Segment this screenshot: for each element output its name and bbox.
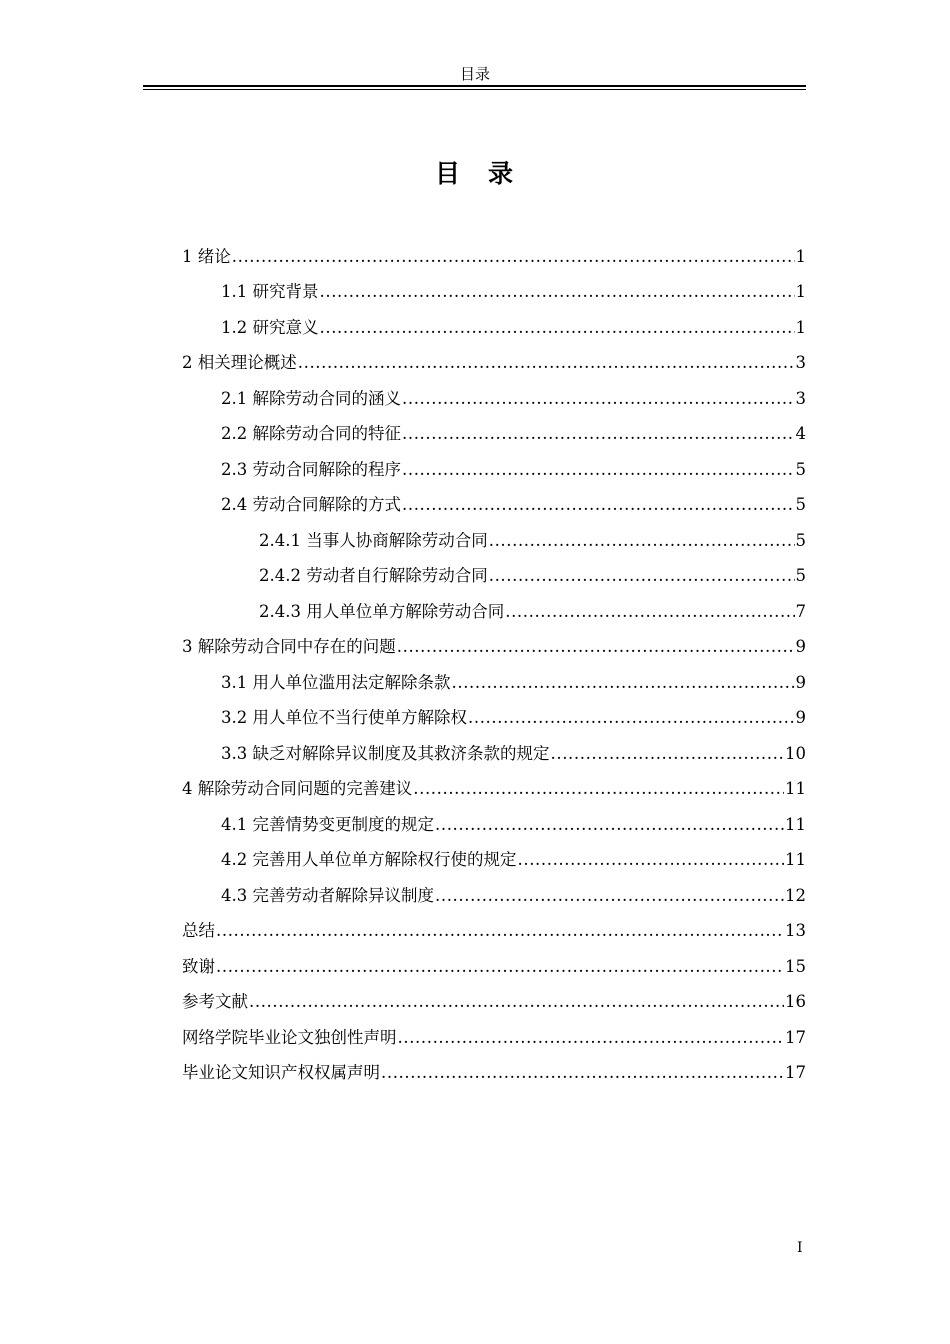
toc-dot-leader bbox=[402, 388, 795, 410]
toc-entry-page: 9 bbox=[795, 637, 806, 656]
toc-entry[interactable] bbox=[182, 232, 806, 268]
toc-entry[interactable] bbox=[182, 978, 806, 1014]
toc-entry-number: 1.1 bbox=[221, 282, 248, 301]
toc-entry-page: 5 bbox=[795, 566, 806, 585]
toc-entry-number: 2.3 bbox=[221, 459, 248, 479]
toc-entry[interactable] bbox=[182, 481, 806, 517]
toc-entry[interactable] bbox=[182, 445, 806, 481]
toc-entry-page: 11 bbox=[785, 850, 806, 869]
toc-entry-number: 2 bbox=[182, 353, 193, 372]
toc-entry-label: 缺乏对解除异议制度及其救济条款的规定 bbox=[252, 743, 550, 763]
toc-entry-page: 16 bbox=[785, 992, 806, 1011]
toc-entry[interactable] bbox=[182, 374, 806, 410]
toc-dot-leader bbox=[413, 778, 784, 800]
toc-entry[interactable] bbox=[182, 907, 806, 943]
page-title-char-2: 录 bbox=[488, 159, 516, 188]
toc-entry-number: 3.2 bbox=[221, 708, 248, 727]
toc-entry[interactable] bbox=[182, 1049, 806, 1085]
toc-entry-label: 解除劳动合同问题的完善建议 bbox=[197, 779, 413, 798]
toc-entry-number: 4.3 bbox=[221, 885, 248, 905]
toc-dot-leader bbox=[452, 672, 795, 694]
header-rule-thin bbox=[143, 89, 806, 90]
toc-entry-label: 用人单位不当行使单方解除权 bbox=[252, 708, 467, 727]
toc-entry-page: 1 bbox=[795, 317, 806, 337]
toc-entry-number: 2.1 bbox=[221, 388, 248, 408]
toc-dot-leader bbox=[435, 885, 784, 907]
page-title bbox=[0, 156, 950, 192]
toc-entry-label: 完善劳动者解除异议制度 bbox=[252, 885, 434, 905]
toc-dot-leader bbox=[505, 601, 794, 623]
toc-entry-number: 4.2 bbox=[221, 850, 248, 869]
toc-entry-label: 解除劳动合同的涵义 bbox=[252, 388, 401, 408]
toc-entry-page: 3 bbox=[795, 388, 806, 408]
toc-entry[interactable] bbox=[182, 729, 806, 765]
page-number: I bbox=[797, 1240, 803, 1256]
toc-entry[interactable] bbox=[182, 871, 806, 907]
running-header: 目录 bbox=[459, 65, 490, 83]
toc-dot-leader bbox=[249, 991, 784, 1013]
toc-entry-number: 4 bbox=[182, 779, 193, 798]
toc-dot-leader bbox=[402, 423, 795, 445]
toc-entry-label: 劳动合同解除的方式 bbox=[252, 495, 401, 514]
toc-entry[interactable] bbox=[182, 800, 806, 836]
toc-entry-label: 劳动者自行解除劳动合同 bbox=[306, 566, 488, 585]
toc-entry-label: 完善用人单位单方解除权行使的规定 bbox=[252, 850, 517, 869]
toc-dot-leader bbox=[216, 920, 784, 942]
toc-dot-leader bbox=[402, 459, 795, 481]
toc-dot-leader bbox=[298, 352, 795, 374]
toc-entry-label: 完善情势变更制度的规定 bbox=[252, 814, 434, 834]
toc-entry-label: 绪论 bbox=[197, 246, 231, 266]
toc-entry-number: 4.1 bbox=[221, 814, 248, 834]
toc-dot-leader bbox=[518, 849, 785, 871]
toc-entry[interactable] bbox=[182, 516, 806, 552]
toc-dot-leader bbox=[320, 317, 795, 339]
toc-entry[interactable] bbox=[182, 942, 806, 978]
toc-entry-number: 2.2 bbox=[221, 424, 248, 443]
toc-entry[interactable] bbox=[182, 303, 806, 339]
toc-entry-label: 用人单位滥用法定解除条款 bbox=[252, 672, 451, 692]
toc-entry-number: 3 bbox=[182, 637, 193, 656]
toc-entry-label: 毕业论文知识产权权属声明 bbox=[182, 1063, 380, 1082]
toc-entry-label: 参考文献 bbox=[182, 992, 248, 1011]
toc-entry-label: 用人单位单方解除劳动合同 bbox=[306, 601, 505, 621]
toc-entry[interactable] bbox=[182, 623, 806, 659]
header-rule-thick bbox=[143, 85, 806, 87]
toc-entry[interactable] bbox=[182, 694, 806, 730]
toc-entry-label: 总结 bbox=[182, 921, 215, 940]
toc-entry-number: 1 bbox=[182, 246, 193, 266]
toc-entry-page: 5 bbox=[795, 495, 806, 514]
toc-entry-number: 2.4.3 bbox=[259, 601, 301, 621]
page-title-char-1: 目 bbox=[434, 159, 462, 188]
toc-entry-page: 11 bbox=[785, 814, 806, 834]
toc-entry-page: 17 bbox=[785, 1027, 806, 1047]
toc-dot-leader bbox=[216, 956, 784, 978]
toc-dot-leader bbox=[320, 281, 795, 303]
toc-entry-number: 2.4 bbox=[221, 495, 248, 514]
toc-dot-leader bbox=[489, 565, 795, 587]
toc-entry-page: 1 bbox=[795, 246, 806, 266]
toc-entry-number: 2.4.2 bbox=[259, 566, 301, 585]
toc-entry-page: 4 bbox=[795, 424, 806, 443]
toc-entry-page: 7 bbox=[795, 601, 806, 621]
toc-dot-leader bbox=[232, 246, 795, 268]
toc-entry-page: 9 bbox=[795, 708, 806, 727]
toc-entry-label: 致谢 bbox=[182, 956, 215, 976]
toc-entry-page: 1 bbox=[795, 282, 806, 301]
toc-entry-label: 解除劳动合同的特征 bbox=[252, 424, 401, 443]
toc-entry-label: 解除劳动合同中存在的问题 bbox=[197, 637, 396, 656]
toc-entry[interactable] bbox=[182, 1013, 806, 1049]
toc-entry-page: 15 bbox=[785, 956, 806, 976]
toc-dot-leader bbox=[381, 1062, 784, 1084]
toc-dot-leader bbox=[489, 530, 795, 552]
toc-entry-label: 研究背景 bbox=[252, 282, 319, 301]
toc-dot-leader bbox=[551, 743, 785, 765]
toc-entry-label: 网络学院毕业论文独创性声明 bbox=[182, 1027, 397, 1047]
toc-entry-page: 17 bbox=[785, 1063, 806, 1082]
toc-entry[interactable] bbox=[182, 552, 806, 588]
toc-dot-leader bbox=[435, 814, 784, 836]
toc-entry-label: 相关理论概述 bbox=[197, 353, 297, 372]
toc-entry-page: 9 bbox=[795, 672, 806, 692]
toc-entry-page: 5 bbox=[795, 459, 806, 479]
toc-entry-number: 3.3 bbox=[221, 743, 248, 763]
toc-entry-page: 11 bbox=[785, 779, 806, 798]
toc-dot-leader bbox=[402, 494, 795, 516]
toc-entry[interactable] bbox=[182, 765, 806, 801]
table-of-contents bbox=[182, 232, 806, 1084]
toc-entry[interactable] bbox=[182, 339, 806, 375]
toc-entry-label: 劳动合同解除的程序 bbox=[252, 459, 401, 479]
toc-entry-label: 当事人协商解除劳动合同 bbox=[306, 530, 488, 550]
toc-entry-number: 1.2 bbox=[221, 317, 248, 337]
toc-entry[interactable] bbox=[182, 410, 806, 446]
toc-dot-leader bbox=[468, 707, 795, 729]
toc-entry-page: 3 bbox=[795, 353, 806, 372]
toc-entry-number: 2.4.1 bbox=[259, 530, 301, 550]
toc-entry[interactable] bbox=[182, 268, 806, 304]
toc-entry-page: 10 bbox=[785, 743, 806, 763]
toc-entry[interactable] bbox=[182, 587, 806, 623]
toc-entry[interactable] bbox=[182, 836, 806, 872]
toc-entry-number: 3.1 bbox=[221, 672, 248, 692]
toc-entry-page: 13 bbox=[785, 921, 806, 940]
toc-entry-label: 研究意义 bbox=[252, 317, 319, 337]
toc-entry-page: 5 bbox=[795, 530, 806, 550]
toc-entry-page: 12 bbox=[785, 885, 806, 905]
toc-dot-leader bbox=[397, 636, 795, 658]
toc-dot-leader bbox=[398, 1027, 785, 1049]
toc-entry[interactable] bbox=[182, 658, 806, 694]
